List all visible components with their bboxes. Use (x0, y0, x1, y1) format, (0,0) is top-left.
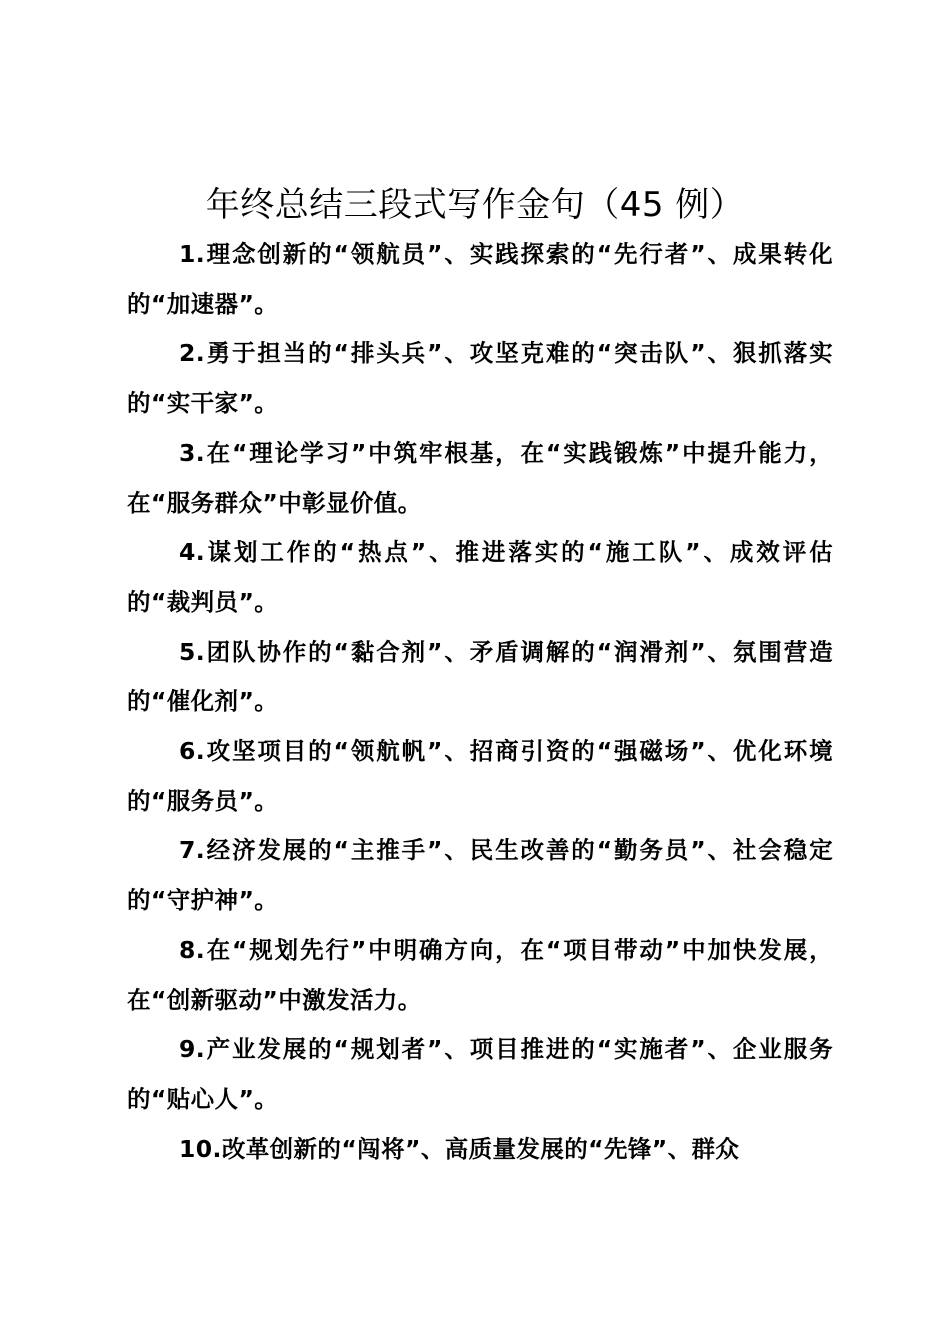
paragraph-item-4: 4.谋划工作的“热点”、推进落实的“施工队”、成效评估的“裁判员”。 (127, 538, 833, 616)
paragraph-item-1: 1.理念创新的“领航员”、实践探索的“先行者”、成果转化的“加速器”。 (127, 240, 833, 318)
paragraph-item-5: 5.团队协作的“黏合剂”、矛盾调解的“润滑剂”、氛围营造的“催化剂”。 (127, 637, 833, 716)
document-body (127, 230, 833, 1174)
paragraph-item-6: 6.攻坚项目的“领航帆”、招商引资的“强磁场”、优化环境的“服务员”。 (127, 737, 833, 815)
paragraph-item-9: 9.产业发展的“规划者”、项目推进的“实施者”、企业服务的“贴心人”。 (127, 1035, 833, 1113)
paragraph-item-8: 8.在“规划先行”中明确方向，在“项目带动”中加快发展，在“创新驱动”中激发活力。 (127, 935, 833, 1014)
paragraph-item-2: 2.勇于担当的“排头兵”、攻坚克难的“突击队”、狠抓落实的“实干家”。 (127, 339, 833, 418)
document-title: 年终总结三段式写作金句（45 例） (205, 185, 745, 225)
paragraph-item-7: 7.经济发展的“主推手”、民生改善的“勤务员”、社会稳定的“守护神”。 (127, 836, 833, 915)
paragraph-item-10: 10.改革创新的“闯将”、高质量发展的“先锋”、群众 (179, 1134, 740, 1163)
paragraph-item-3: 3.在“理论学习”中筑牢根基，在“实践锻炼”中提升能力，在“服务群众”中彰显价值。 (127, 438, 833, 517)
